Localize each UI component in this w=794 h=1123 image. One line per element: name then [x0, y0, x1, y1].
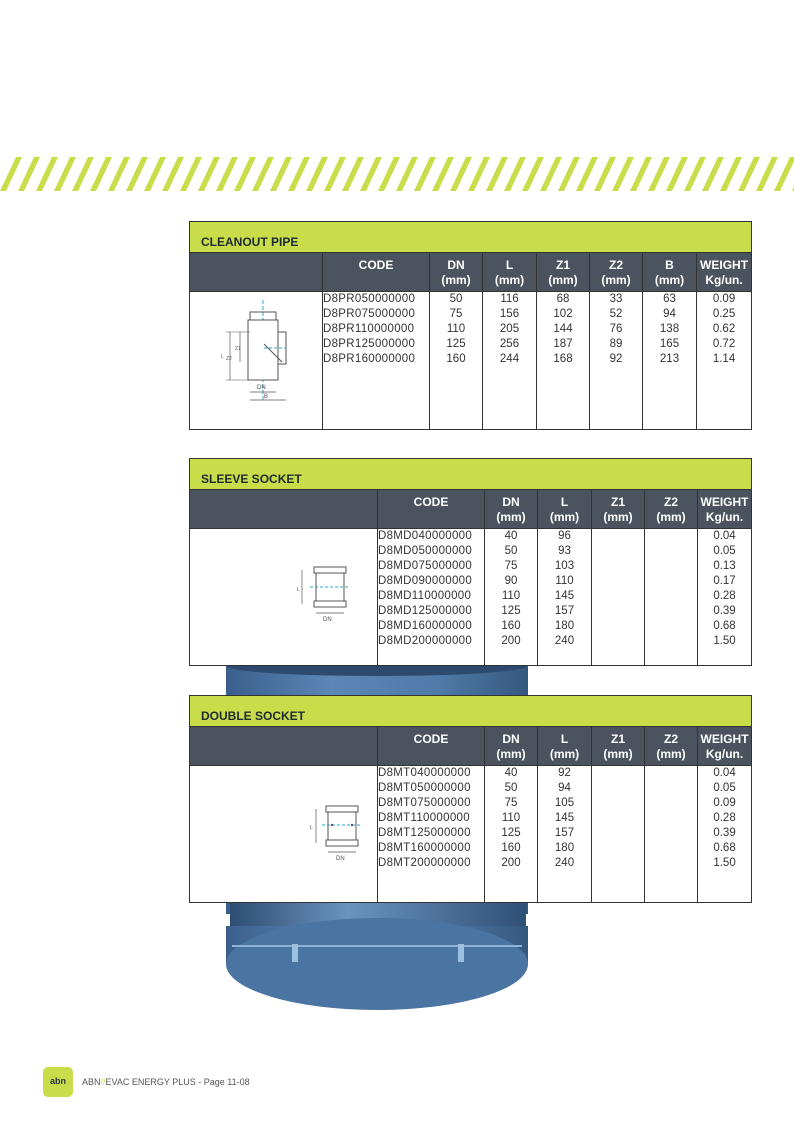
header-l: L (mm) — [483, 253, 537, 292]
cell-value: D8PR075000000 — [323, 308, 416, 320]
stripe — [684, 157, 706, 191]
sleeve-diagram-cell — [190, 529, 378, 666]
cell-value: 200 — [501, 857, 521, 869]
cell-value: 256 — [499, 338, 520, 350]
label-l: L — [310, 825, 313, 831]
stripe — [54, 157, 76, 191]
cell-value: 180 — [554, 842, 575, 854]
header-weight: WEIGHT Kg/un. — [698, 490, 752, 529]
header-z1: Z1 (mm) — [537, 253, 590, 292]
stripe — [630, 157, 652, 191]
cell-value: 102 — [553, 308, 573, 320]
stripe — [216, 157, 238, 191]
stripe — [234, 157, 256, 191]
cell-value: 200 — [501, 635, 521, 647]
cell-value: 75 — [504, 797, 518, 809]
code-column — [323, 292, 430, 430]
cell-value: D8MT050000000 — [378, 782, 471, 794]
stripe — [72, 157, 94, 191]
stripe — [18, 157, 40, 191]
z2-column — [590, 292, 643, 430]
header-blank — [190, 727, 378, 766]
cell-value: 90 — [504, 575, 518, 587]
header-blank — [190, 490, 378, 529]
z2-column — [645, 529, 698, 666]
cell-value: 205 — [499, 323, 520, 335]
stripe — [756, 157, 778, 191]
label-dn: DN — [336, 856, 345, 862]
cell-value: 110 — [555, 575, 574, 587]
cell-value: 0.05 — [713, 782, 736, 794]
header-dn: DN (mm) — [485, 727, 538, 766]
cleanout-pipe-table — [189, 221, 752, 430]
double-socket-diagram — [190, 766, 376, 899]
cell-value: 240 — [554, 635, 575, 647]
l-column — [538, 766, 592, 903]
cell-value: 213 — [659, 353, 680, 365]
cell-value: D8PR125000000 — [323, 338, 416, 350]
cell-value: 144 — [553, 323, 573, 335]
stripe — [306, 157, 328, 191]
cell-value: 116 — [500, 293, 519, 305]
cell-value: 1.50 — [713, 857, 736, 869]
weight-column — [698, 766, 752, 903]
cell-value: 76 — [609, 323, 623, 335]
diagonal-stripe-band — [0, 157, 794, 191]
stripe — [252, 157, 274, 191]
stripe — [288, 157, 310, 191]
cell-value: D8MT075000000 — [378, 797, 471, 809]
stripe — [162, 157, 184, 191]
cell-value: 125 — [501, 605, 521, 617]
cell-value: D8PR050000000 — [323, 293, 416, 305]
label-b: B — [264, 394, 269, 400]
table-title: CLEANOUT PIPE — [201, 235, 299, 249]
cell-value: 1.50 — [713, 635, 736, 647]
cell-value: D8MD040000000 — [378, 530, 473, 542]
cell-value: 68 — [556, 293, 570, 305]
cell-value: 0.28 — [713, 812, 736, 824]
header-code: CODE — [378, 490, 485, 529]
cell-value: 50 — [504, 545, 518, 557]
label-l: L — [297, 587, 300, 593]
header-code: CODE — [378, 727, 485, 766]
stripe — [342, 157, 364, 191]
stripe — [612, 157, 634, 191]
cell-value: 96 — [558, 530, 571, 542]
stripe — [270, 157, 292, 191]
stripe — [450, 157, 472, 191]
z1-column — [592, 529, 645, 666]
code-column — [378, 529, 485, 666]
stripe — [414, 157, 436, 191]
cell-value: 180 — [554, 620, 575, 632]
stripe — [576, 157, 598, 191]
cell-value: 52 — [609, 308, 623, 320]
header-z2: Z2 (mm) — [645, 727, 698, 766]
cell-value: D8PR160000000 — [323, 353, 416, 365]
cell-value: 63 — [663, 293, 676, 305]
weight-column — [698, 529, 752, 666]
cell-value: 187 — [553, 338, 573, 350]
label-dn: DN — [257, 385, 266, 391]
cell-value: 168 — [553, 353, 573, 365]
cell-value: 160 — [446, 353, 466, 365]
cell-value: 110 — [446, 323, 466, 335]
cleanout-diagram-cell — [190, 292, 323, 430]
label-l: L — [221, 354, 224, 360]
stripe — [180, 157, 202, 191]
page-footer — [43, 1067, 443, 1097]
header-code: CODE — [323, 253, 430, 292]
abn-logo: abn — [43, 1067, 73, 1097]
cell-value: 0.72 — [712, 338, 736, 350]
cell-value: D8MD110000000 — [378, 590, 472, 602]
stripe — [720, 157, 742, 191]
l-column — [483, 292, 537, 430]
weight-column — [697, 292, 752, 430]
stripe — [126, 157, 148, 191]
cell-value: 110 — [501, 590, 521, 602]
cell-value: D8MD200000000 — [378, 635, 473, 647]
cell-value: 89 — [609, 338, 623, 350]
stripe — [648, 157, 670, 191]
cell-value: D8MD050000000 — [378, 545, 473, 557]
cell-value: 0.39 — [713, 827, 736, 839]
header-l: L (mm) — [538, 490, 592, 529]
cell-value: 92 — [609, 353, 623, 365]
cell-value: 145 — [554, 812, 575, 824]
header-dn: DN (mm) — [485, 490, 538, 529]
stripe — [774, 157, 794, 191]
stripe — [594, 157, 616, 191]
dn-column — [485, 529, 538, 666]
cell-value: 50 — [449, 293, 463, 305]
footer-text: ABN//EVAC ENERGY PLUS - Page 11-08 — [82, 1077, 250, 1087]
cell-value: 240 — [554, 857, 575, 869]
dn-column — [485, 766, 538, 903]
cell-value: 50 — [504, 782, 518, 794]
cell-value: 0.25 — [712, 308, 736, 320]
cell-value: 157 — [554, 605, 575, 617]
cell-value: 75 — [449, 308, 463, 320]
code-column — [378, 766, 485, 903]
header-l: L (mm) — [538, 727, 592, 766]
header-z1: Z1 (mm) — [592, 727, 645, 766]
header-weight: WEIGHT Kg/un. — [698, 727, 752, 766]
cleanout-diagram — [190, 292, 321, 426]
stripe — [396, 157, 418, 191]
cell-value: D8MT110000000 — [378, 812, 470, 824]
cell-value: 0.09 — [713, 797, 736, 809]
double-socket-table — [189, 695, 752, 903]
cell-value: D8MT040000000 — [378, 767, 471, 779]
cell-value: D8MD160000000 — [378, 620, 473, 632]
stripe — [540, 157, 562, 191]
stripe — [558, 157, 580, 191]
z1-column — [592, 766, 645, 903]
cell-value: D8MT160000000 — [378, 842, 471, 854]
cell-value: 156 — [499, 308, 520, 320]
table-title: DOUBLE SOCKET — [201, 709, 306, 723]
header-z1: Z1 (mm) — [592, 490, 645, 529]
stripe — [108, 157, 130, 191]
cell-value: 1.14 — [712, 353, 736, 365]
cell-value: D8MD090000000 — [378, 575, 473, 587]
cell-value: 0.68 — [713, 842, 736, 854]
cell-value: 93 — [558, 545, 571, 557]
cell-value: 40 — [504, 530, 518, 542]
z2-column — [645, 766, 698, 903]
cell-value: 0.39 — [713, 605, 736, 617]
cell-value: D8MD125000000 — [378, 605, 473, 617]
cell-value: 160 — [501, 620, 521, 632]
cell-value: 157 — [554, 827, 575, 839]
cell-value: 0.68 — [713, 620, 736, 632]
header-dn: DN (mm) — [430, 253, 483, 292]
cell-value: 33 — [609, 293, 623, 305]
stripe — [486, 157, 508, 191]
double-diagram-cell — [190, 766, 378, 903]
cell-value: 75 — [504, 560, 518, 572]
cell-value: 0.09 — [712, 293, 736, 305]
stripe — [738, 157, 760, 191]
header-b: B (mm) — [643, 253, 697, 292]
stripe — [468, 157, 490, 191]
cell-value: D8MT200000000 — [378, 857, 471, 869]
cell-value: D8MD075000000 — [378, 560, 473, 572]
cell-value: 92 — [558, 767, 571, 779]
label-z2: Z2 — [226, 356, 232, 362]
stripe — [666, 157, 688, 191]
cell-value: 160 — [501, 842, 521, 854]
stripe — [144, 157, 166, 191]
stripe — [0, 157, 22, 191]
stripe — [702, 157, 724, 191]
stripe — [324, 157, 346, 191]
cell-value: 103 — [554, 560, 575, 572]
header-z2: Z2 (mm) — [590, 253, 643, 292]
cell-value: 0.04 — [713, 530, 736, 542]
dn-column — [430, 292, 483, 430]
stripe — [90, 157, 112, 191]
b-column — [643, 292, 697, 430]
cell-value: 145 — [554, 590, 575, 602]
sleeve-socket-table — [189, 458, 752, 666]
header-z2: Z2 (mm) — [645, 490, 698, 529]
cell-value: 0.13 — [713, 560, 736, 572]
stripe — [504, 157, 526, 191]
cell-value: 0.04 — [713, 767, 736, 779]
label-z1: Z1 — [235, 346, 241, 352]
cell-value: 138 — [659, 323, 680, 335]
cell-value: 0.28 — [713, 590, 736, 602]
cell-value: 0.05 — [713, 545, 736, 557]
stripe — [432, 157, 454, 191]
table-title: SLEEVE SOCKET — [201, 472, 302, 486]
cell-value: 0.62 — [712, 323, 736, 335]
header-blank — [190, 253, 323, 292]
cell-value: 105 — [554, 797, 575, 809]
sleeve-socket-diagram — [190, 529, 376, 662]
header-weight: WEIGHT Kg/un. — [697, 253, 752, 292]
z1-column — [537, 292, 590, 430]
cell-value: 94 — [663, 308, 676, 320]
cell-value: 125 — [446, 338, 466, 350]
cell-value: D8PR110000000 — [323, 323, 415, 335]
cell-value: D8MT125000000 — [378, 827, 471, 839]
stripe — [522, 157, 544, 191]
stripe — [360, 157, 382, 191]
stripe — [36, 157, 58, 191]
cell-value: 94 — [558, 782, 571, 794]
cell-value: 110 — [501, 812, 521, 824]
cell-value: 165 — [659, 338, 680, 350]
stripe — [198, 157, 220, 191]
stripe — [378, 157, 400, 191]
cell-value: 125 — [501, 827, 521, 839]
label-dn: DN — [323, 617, 332, 623]
cell-value: 244 — [499, 353, 520, 365]
cell-value: 0.17 — [713, 575, 736, 587]
l-column — [538, 529, 592, 666]
cell-value: 40 — [504, 767, 518, 779]
